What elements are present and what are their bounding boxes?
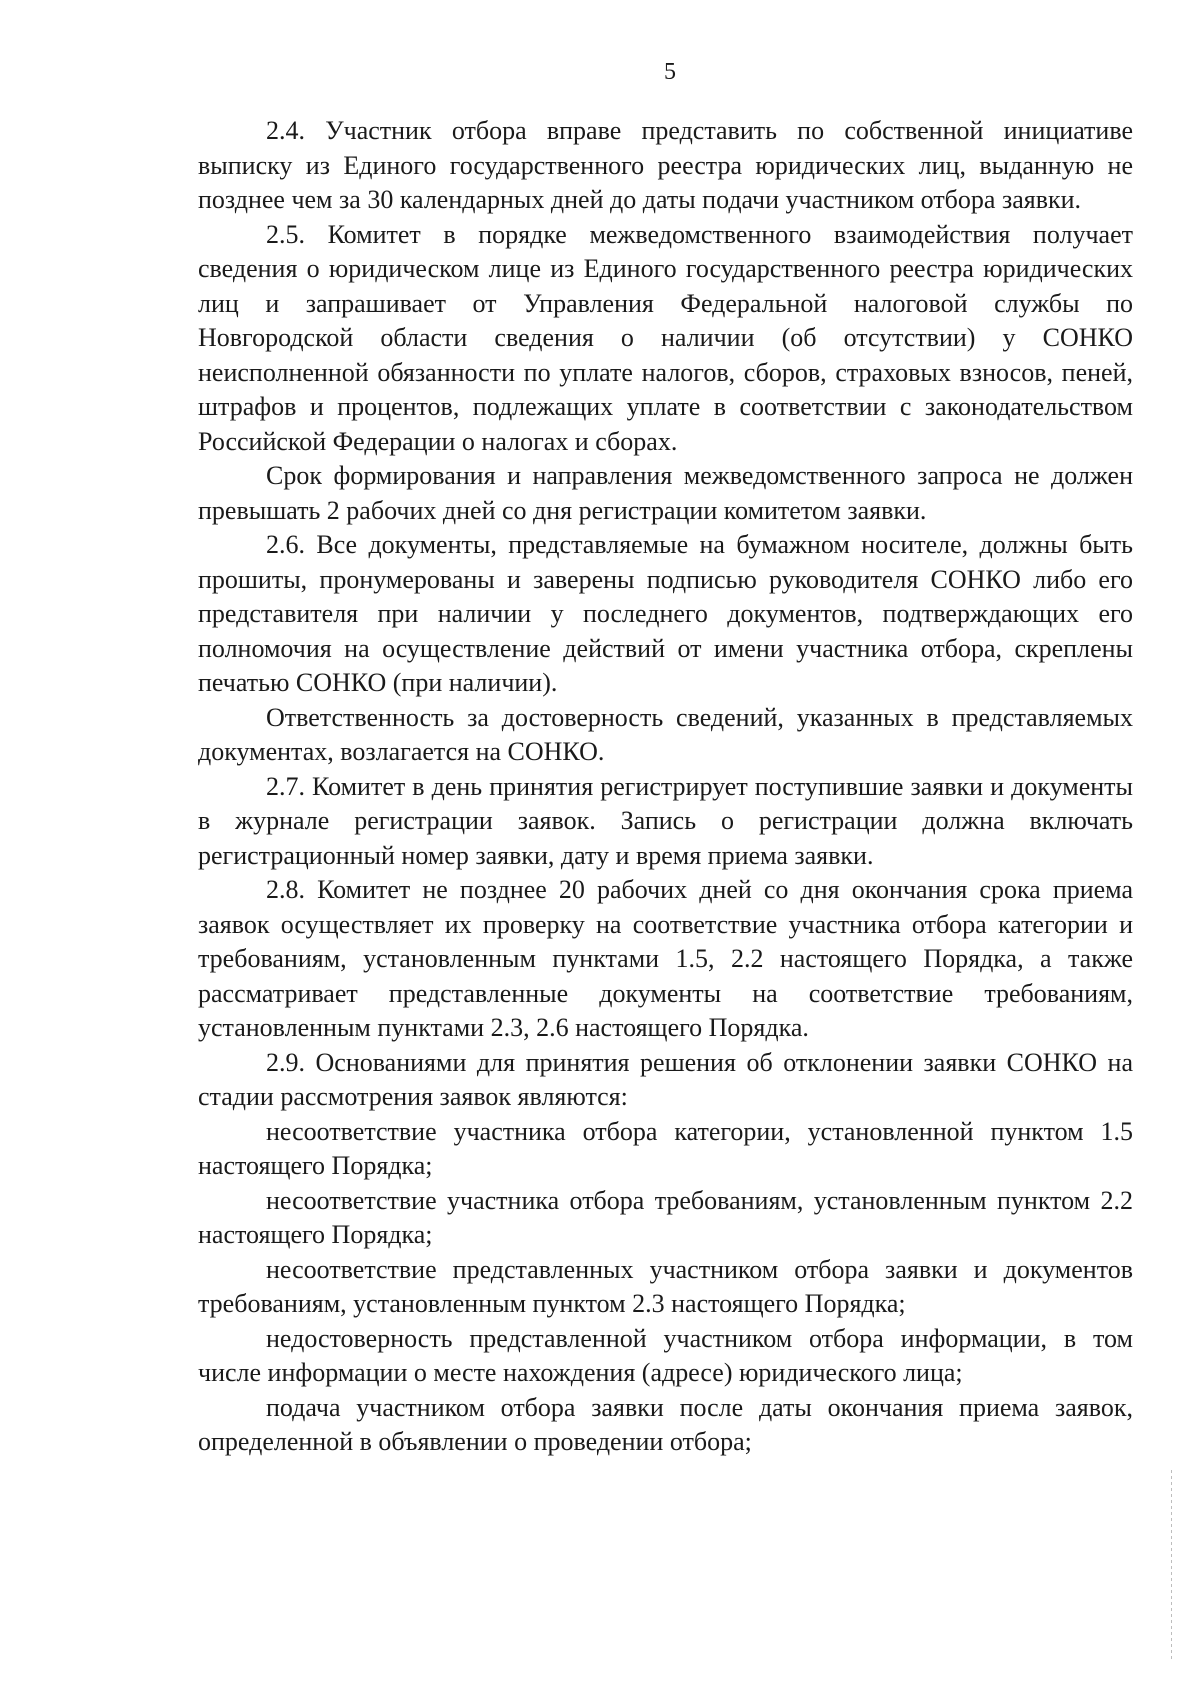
list-item-requirements: несоответствие участника отбора требованиям, установленным пунктом 2.2 настоящего Порядка;	[198, 1185, 1133, 1249]
scan-edge-line	[1171, 1470, 1172, 1660]
paragraph-request-deadline: Срок формирования и направления межведомственного запроса не должен превышать 2 рабочих дней со дня регистрации комитетом заявки.	[198, 461, 1133, 525]
paragraph-2-5: 2.5. Комитет в порядке межведомственного взаимодействия получает сведения о юридическом лице из Единого государственного реестра юридических лиц и запрашивает от Управления Федеральной налоговой службы по Новгородской области сведения о наличии (об отсутствии) у СОНКО неисполненной обязанности по уплате налогов, сборов, страховых взносов, пеней, штрафов и процентов, подлежащих уплате в соответствии с законодательством Российской Федерации о налогах и сборах.	[198, 219, 1133, 456]
paragraph-2-4: 2.4. Участник отбора вправе представить по собственной инициативе выписку из Единого государственного реестра юридических лиц, выданную не позднее чем за 30 календарных дней до даты подачи участником отбора заявки.	[198, 116, 1133, 214]
paragraph-responsibility: Ответственность за достоверность сведений, указанных в представляемых документах, возлагается на СОНКО.	[198, 702, 1133, 766]
paragraph-2-9: 2.9. Основаниями для принятия решения об отклонении заявки СОНКО на стадии рассмотрения заявок являются:	[198, 1047, 1133, 1111]
list-item-documents: несоответствие представленных участником отбора заявки и документов требованиям, установленным пунктом 2.3 настоящего Порядка;	[198, 1254, 1133, 1318]
paragraph-2-6: 2.6. Все документы, представляемые на бумажном носителе, должны быть прошиты, пронумерованы и заверены подписью руководителя СОНКО либо его представителя при наличии у последнего документов, подтверждающих его полномочия на осуществление действий от имени участника отбора, скреплены печатью СОНКО (при наличии).	[198, 530, 1133, 697]
list-item-late-submission: подача участником отбора заявки после даты окончания приема заявок, определенной в объявлении о проведении отбора;	[198, 1392, 1133, 1456]
paragraph-2-8: 2.8. Комитет не позднее 20 рабочих дней со дня окончания срока приема заявок осуществляет их проверку на соответствие участника отбора категории и требованиям, установленным пунктами 1.5, 2.2 настоящего Порядка, а также рассматривает представленные документы на соответствие требованиям, установленным пунктами 2.3, 2.6 настоящего Порядка.	[198, 875, 1133, 1042]
paragraph-2-7: 2.7. Комитет в день принятия регистрирует поступившие заявки и документы в журнале регистрации заявок. Запись о регистрации должна включать регистрационный номер заявки, дату и время приема заявки.	[198, 771, 1133, 870]
document-body	[198, 114, 1133, 1460]
list-item-category: несоответствие участника отбора категории, установленной пунктом 1.5 настоящего Порядка;	[198, 1116, 1133, 1180]
list-item-unreliable-info: недостоверность представленной участником отбора информации, в том числе информации о месте нахождения (адресе) юридического лица;	[198, 1323, 1133, 1387]
page-number: 5	[664, 59, 676, 85]
